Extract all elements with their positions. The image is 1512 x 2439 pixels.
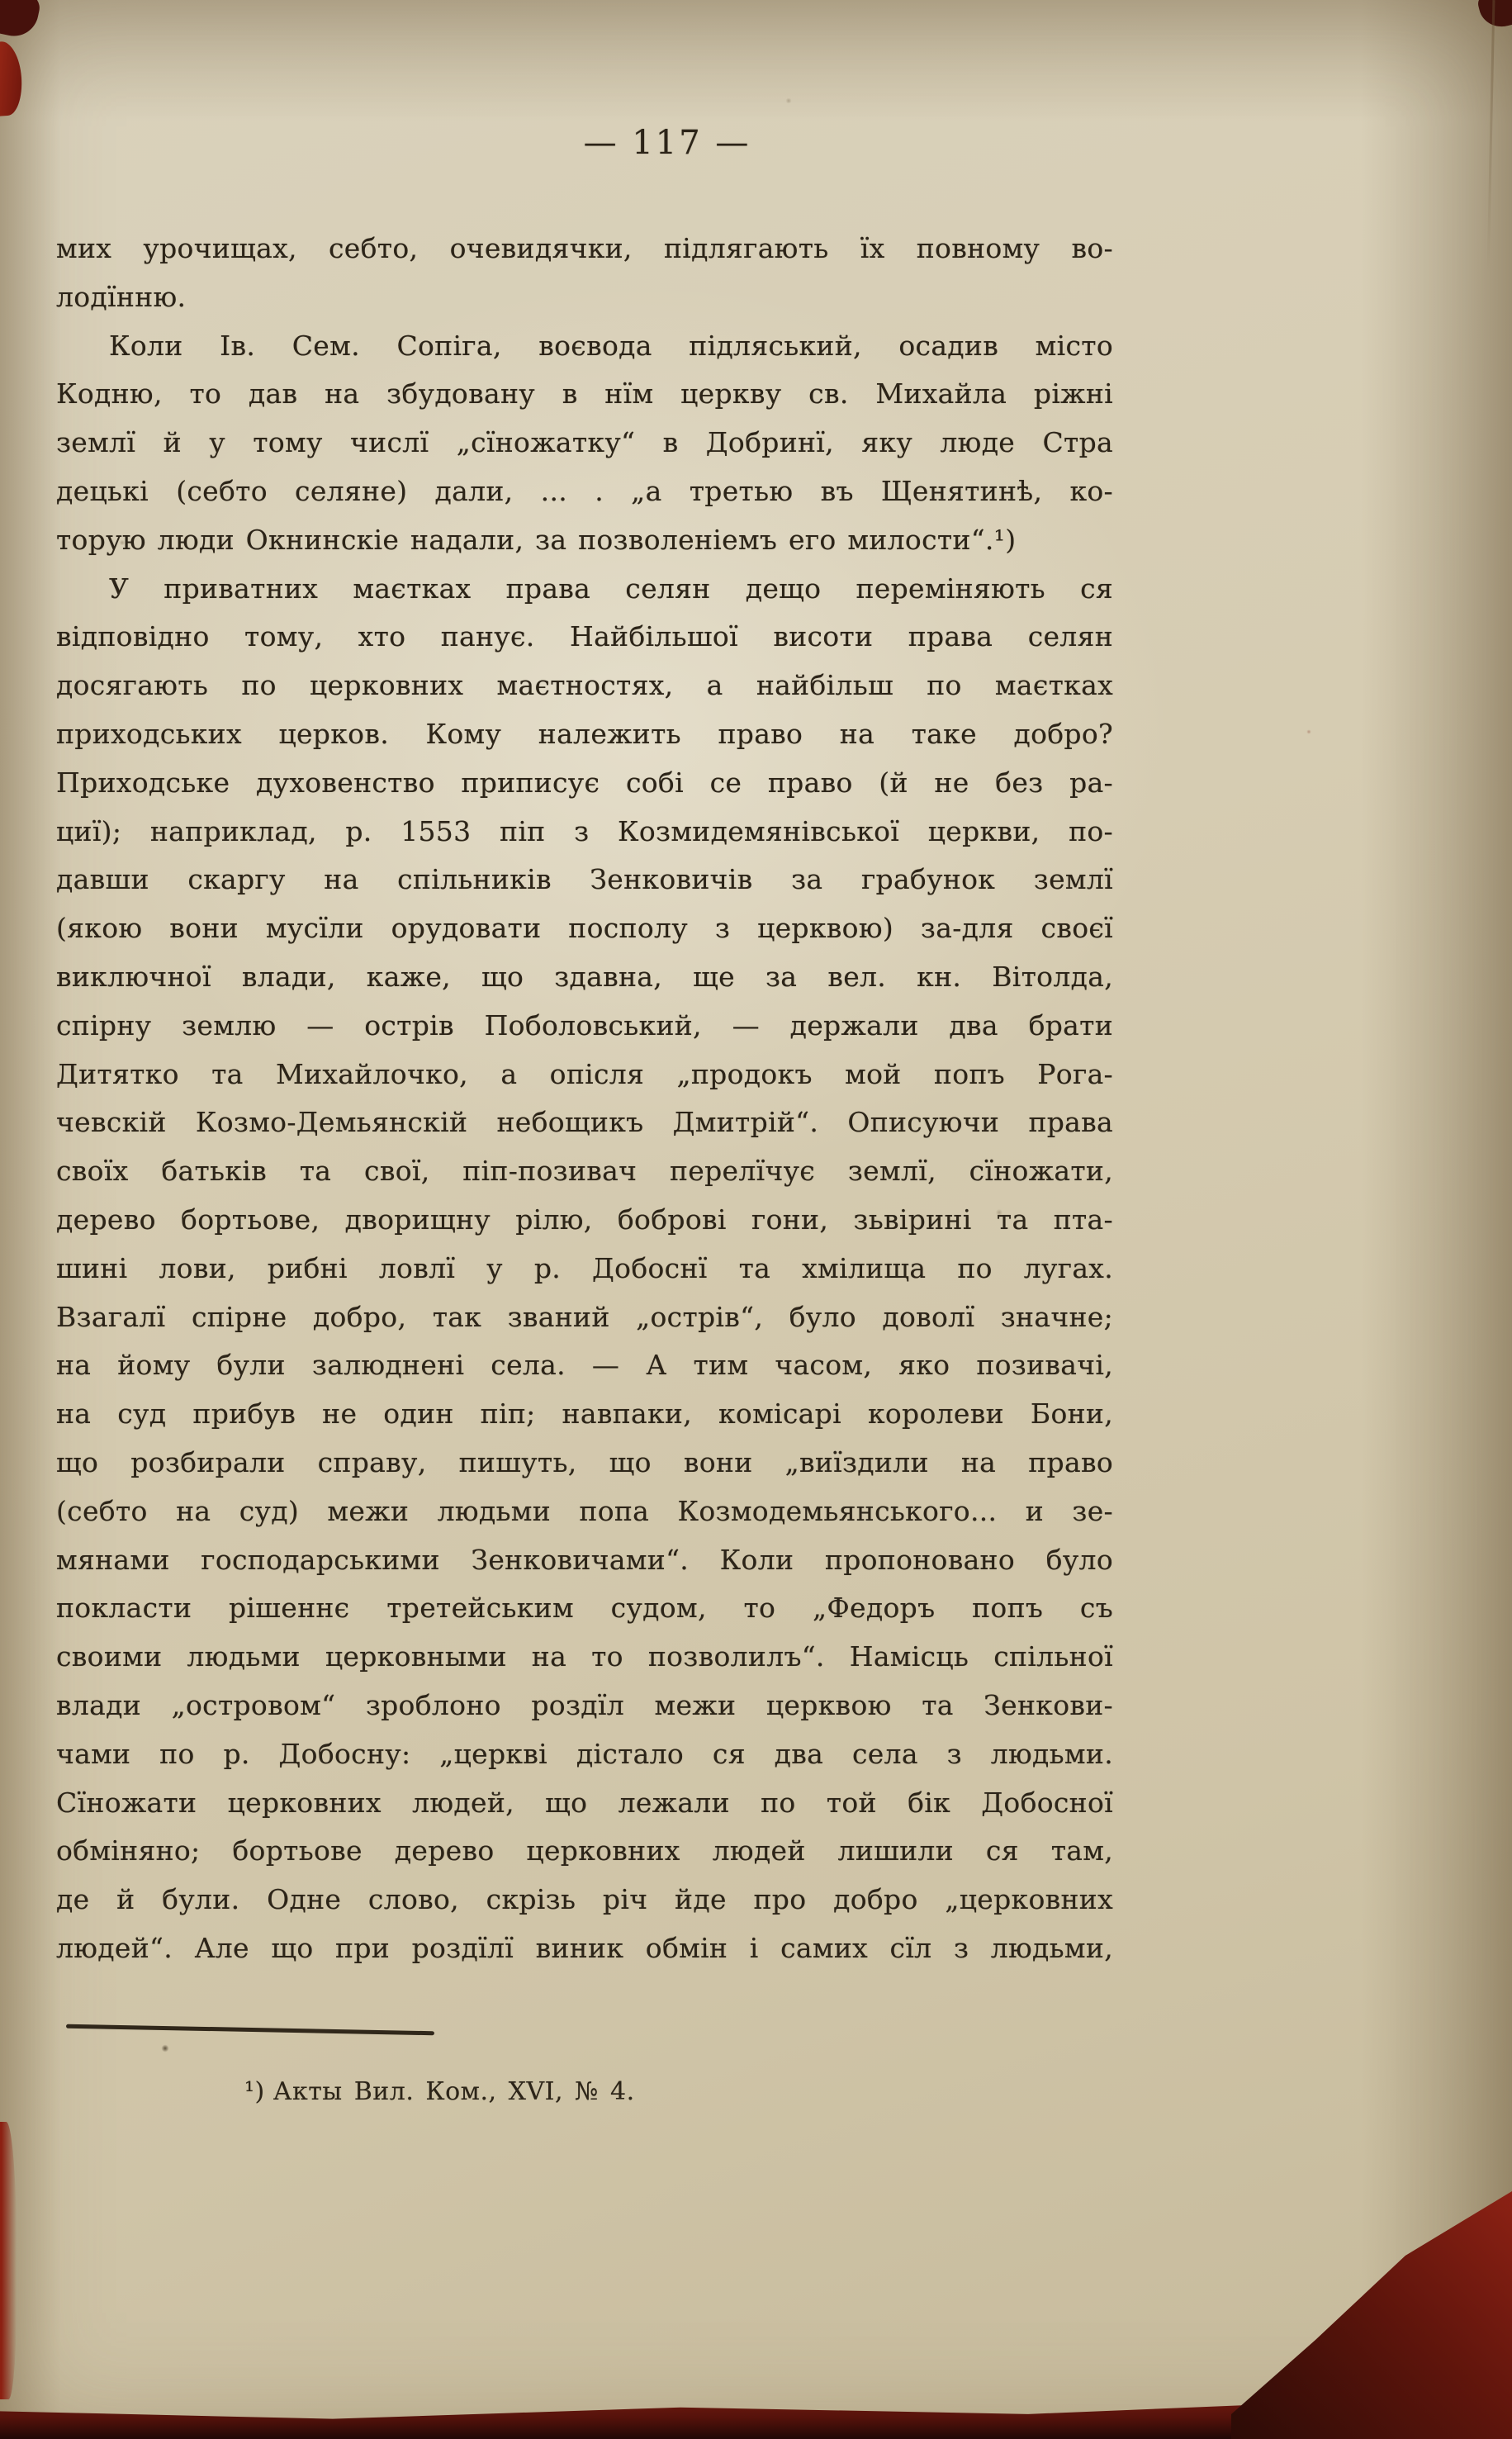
- text-line: (себто на суд) межи людьми попа Козмодемьянського... и зе-: [56, 1494, 1113, 1527]
- text-line: Взагалї спірне добро, так званий „острів“, було доволї значне;: [56, 1300, 1113, 1333]
- text-line: виключної влади, каже, що здавна, ще за вел. кн. Вітолда,: [56, 960, 1113, 993]
- text-line: давши скаргу на спільників Зенковичів за грабунок землї: [56, 863, 1113, 896]
- text-line: чевскій Козмо-Демьянскій небощикъ Дмитрій“. Описуючи права: [56, 1106, 1113, 1139]
- page-number: — 117 —: [583, 124, 751, 162]
- text-line: У приватних маєтках права селян дещо переміняють ся: [109, 572, 1113, 605]
- footnote-separator-rule: [66, 2024, 434, 2036]
- text-line: своими людьми церковными на то позволилъ“. Намісць спільної: [56, 1640, 1113, 1673]
- text-line: дерево бортьове, дворищну рілю, боброві гони, зьвірині та пта-: [56, 1203, 1113, 1236]
- text-line: лодїнню.: [56, 280, 187, 313]
- text-line: Коли Ів. Сем. Сопіга, воєвода підляський, осадив місто: [109, 329, 1113, 362]
- footnote-marker: ¹): [244, 2077, 265, 2106]
- text-line: покласти рішеннє третейським судом, то „Федоръ попъ съ: [56, 1592, 1113, 1625]
- text-line: Дитятко та Михайлочко, а опісля „продокъ мой попъ Рога-: [56, 1057, 1113, 1090]
- text-line: циї); наприклад, р. 1553 піп з Козмидемянівської церкви, по-: [56, 814, 1113, 847]
- footnote: [244, 2077, 635, 2106]
- text-line: влади „островом“ зроблоно роздїл межи церквою та Зенкови-: [56, 1688, 1113, 1721]
- text-line: на йому були залюднені села. — А тим часом, яко позивачі,: [56, 1349, 1113, 1382]
- text-line: мих урочищах, себто, очевидячки, підлягають їх повному во-: [56, 232, 1113, 264]
- text-line: людей“. Але що при роздїлї виник обмін і самих сїл з людьми,: [56, 1931, 1113, 1964]
- text-line: спірну землю — острів Поболовський, — держали два брати: [56, 1008, 1113, 1042]
- text-line: (якою вони мусїли орудовати посполу з церквою) за-для своєї: [56, 912, 1113, 945]
- text-line: шині лови, рибні ловлї у р. Добоснї та хмілища по лугах.: [56, 1251, 1113, 1284]
- footnote-text: Акты Вил. Ком., XVI, № 4.: [273, 2077, 635, 2106]
- text-line: торую люди Окнинскіе надали, за позволеніемъ его милости“.¹): [56, 523, 1017, 556]
- text-line: де й були. Одне слово, скрізь річ йде про добро „церковних: [56, 1883, 1113, 1916]
- text-line: мянами господарськими Зенковичами“. Коли пропоновано було: [56, 1543, 1113, 1576]
- text-line: децькі (себто селяне) дали, ... . „а третью въ Щенятинѣ, ко-: [56, 474, 1113, 507]
- text-line: своїх батьків та свої, піп-позивач перелїчує землї, сїножати,: [56, 1155, 1113, 1188]
- text-line: чами по р. Добосну: „церкві дістало ся два села з людьми.: [56, 1737, 1113, 1770]
- text-line: обміняно; бортьове дерево церковних людей лишили ся там,: [56, 1834, 1113, 1867]
- text-line: досягають по церковних маєтностях, а найбільш по маєтках: [56, 669, 1113, 702]
- text-line: приходських церков. Кому належить право на таке добро?: [56, 717, 1113, 750]
- body-text: [56, 225, 1113, 1973]
- text-line: на суд прибув не один піп; навпаки, комісарі королеви Бони,: [56, 1397, 1113, 1431]
- text-line: відповідно тому, хто панує. Найбільшої висоти права селян: [56, 620, 1113, 653]
- text-line: Приходське духовенство приписує собі се право (й не без ра-: [56, 766, 1113, 799]
- text-line: що розбирали справу, пишуть, що вони „виїздили на право: [56, 1445, 1113, 1478]
- text-line: землї й у тому числї „сїножатку“ в Добринї, яку люде Стра: [56, 426, 1113, 459]
- text-line: Кодню, то дав на збудовану в нїм церкву св. Михайла ріжні: [56, 377, 1113, 410]
- text-line: Сїножати церковних людей, що лежали по той бік Добосної: [56, 1786, 1113, 1819]
